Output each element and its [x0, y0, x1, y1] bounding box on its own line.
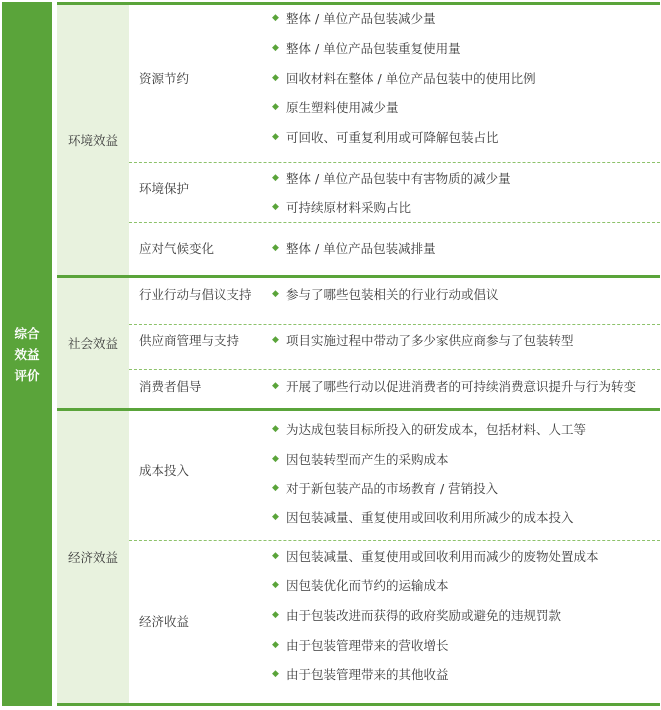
- row-divider: [129, 222, 660, 223]
- subcategory-label: 经济收益: [139, 614, 190, 629]
- indicator-item: [272, 39, 461, 57]
- root-label-line: 效益: [14, 346, 40, 362]
- category-cell: [57, 411, 129, 703]
- indicator-text: 为达成包装目标所投入的研发成本，包括材料、人工等: [286, 422, 587, 437]
- subcategory-label: 供应商管理与支持: [139, 333, 240, 348]
- indicator-text: 整体 / 单位产品包装中有害物质的减少量: [286, 171, 511, 186]
- diamond-bullet-icon: ◆: [272, 454, 279, 464]
- indicator-item: [272, 450, 449, 468]
- indicator-text: 参与了哪些包装相关的行业行动或倡议: [286, 287, 499, 302]
- indicator-item: [272, 547, 599, 565]
- indicator-text: 整体 / 单位产品包装减少量: [286, 11, 436, 26]
- indicator-text: 可持续原材料采购占比: [286, 200, 412, 215]
- indicator-item: [272, 98, 399, 116]
- root-label-line: 综合: [14, 325, 40, 341]
- indicator-text: 回收材料在整体 / 单位产品包装中的使用比例: [286, 71, 536, 86]
- indicator-text: 由于包装改进而获得的政府奖励或避免的违规罚款: [286, 608, 562, 623]
- subcategory-label: 环境保护: [139, 181, 190, 196]
- indicator-text: 因包装转型而产生的采购成本: [286, 452, 449, 467]
- indicator-item: [272, 9, 436, 27]
- subcategory-label: 行业行动与倡议支持: [139, 287, 252, 302]
- indicator-text: 对于新包装产品的市场教育 / 营销投入: [286, 481, 499, 496]
- diamond-bullet-icon: ◆: [272, 289, 279, 299]
- diamond-bullet-icon: ◆: [272, 132, 279, 142]
- subcategory-label: 应对气候变化: [139, 241, 215, 256]
- diamond-bullet-icon: ◆: [272, 243, 279, 253]
- indicator-item: [272, 128, 499, 146]
- indicator-text: 因包装减量、重复使用或回收利用而减少的废物处置成本: [286, 549, 599, 564]
- category-cell: [57, 5, 129, 275]
- diamond-bullet-icon: ◆: [272, 669, 279, 679]
- indicator-text: 原生塑料使用减少量: [286, 100, 399, 115]
- indicator-item: [272, 606, 561, 624]
- indicator-item: [272, 636, 449, 654]
- indicator-item: [272, 665, 449, 683]
- indicator-text: 因包装减量、重复使用或回收利用所减少的成本投入: [286, 510, 574, 525]
- indicator-item: [272, 576, 449, 594]
- diamond-bullet-icon: ◆: [272, 43, 279, 53]
- diamond-bullet-icon: ◆: [272, 73, 279, 83]
- category-label: 环境效益: [67, 133, 118, 148]
- diamond-bullet-icon: ◆: [272, 512, 279, 522]
- indicator-item: [272, 420, 586, 438]
- bottom-rule: [57, 703, 660, 706]
- diamond-bullet-icon: ◆: [272, 102, 279, 112]
- indicator-item: [272, 331, 574, 349]
- indicator-text: 项目实施过程中带动了多少家供应商参与了包装转型: [286, 333, 574, 348]
- subcategory-label: 消费者倡导: [139, 379, 202, 394]
- category-cell: [57, 278, 129, 408]
- diamond-bullet-icon: ◆: [272, 580, 279, 590]
- diamond-bullet-icon: ◆: [272, 335, 279, 345]
- diamond-bullet-icon: ◆: [272, 610, 279, 620]
- indicator-text: 整体 / 单位产品包装重复使用量: [286, 41, 461, 56]
- root-category: [2, 2, 52, 706]
- indicator-text: 因包装优化而节约的运输成本: [286, 578, 449, 593]
- category-label: 社会效益: [67, 336, 118, 351]
- category-label: 经济效益: [67, 550, 118, 565]
- diamond-bullet-icon: ◆: [272, 202, 279, 212]
- diamond-bullet-icon: ◆: [272, 13, 279, 23]
- indicator-item: [272, 239, 436, 257]
- row-divider: [129, 162, 660, 163]
- indicator-item: [272, 198, 411, 216]
- diamond-bullet-icon: ◆: [272, 424, 279, 434]
- diamond-bullet-icon: ◆: [272, 173, 279, 183]
- diamond-bullet-icon: ◆: [272, 640, 279, 650]
- category-group: [57, 411, 660, 703]
- diamond-bullet-icon: ◆: [272, 483, 279, 493]
- indicator-item: [272, 69, 536, 87]
- root-label-line: 评价: [14, 367, 40, 383]
- indicator-text: 由于包装管理带来的营收增长: [286, 638, 449, 653]
- row-divider: [129, 324, 660, 325]
- subcategory-label: 成本投入: [139, 463, 190, 478]
- indicator-item: [272, 377, 636, 395]
- indicator-text: 可回收、可重复利用或可降解包装占比: [286, 130, 499, 145]
- indicator-item: [272, 479, 498, 497]
- table-body: [57, 2, 660, 706]
- root-category-label: [14, 323, 39, 386]
- subcategory-label: 资源节约: [139, 71, 190, 86]
- indicator-item: [272, 508, 574, 526]
- indicator-text: 由于包装管理带来的其他收益: [286, 667, 449, 682]
- indicator-item: [272, 169, 511, 187]
- indicator-text: 整体 / 单位产品包装减排量: [286, 241, 436, 256]
- diamond-bullet-icon: ◆: [272, 381, 279, 391]
- indicator-text: 开展了哪些行动以促进消费者的可持续消费意识提升与行为转变: [286, 379, 637, 394]
- row-divider: [129, 540, 660, 541]
- category-group: [57, 278, 660, 408]
- row-divider: [129, 369, 660, 370]
- category-group: [57, 5, 660, 275]
- indicator-item: [272, 285, 499, 303]
- diamond-bullet-icon: ◆: [272, 551, 279, 561]
